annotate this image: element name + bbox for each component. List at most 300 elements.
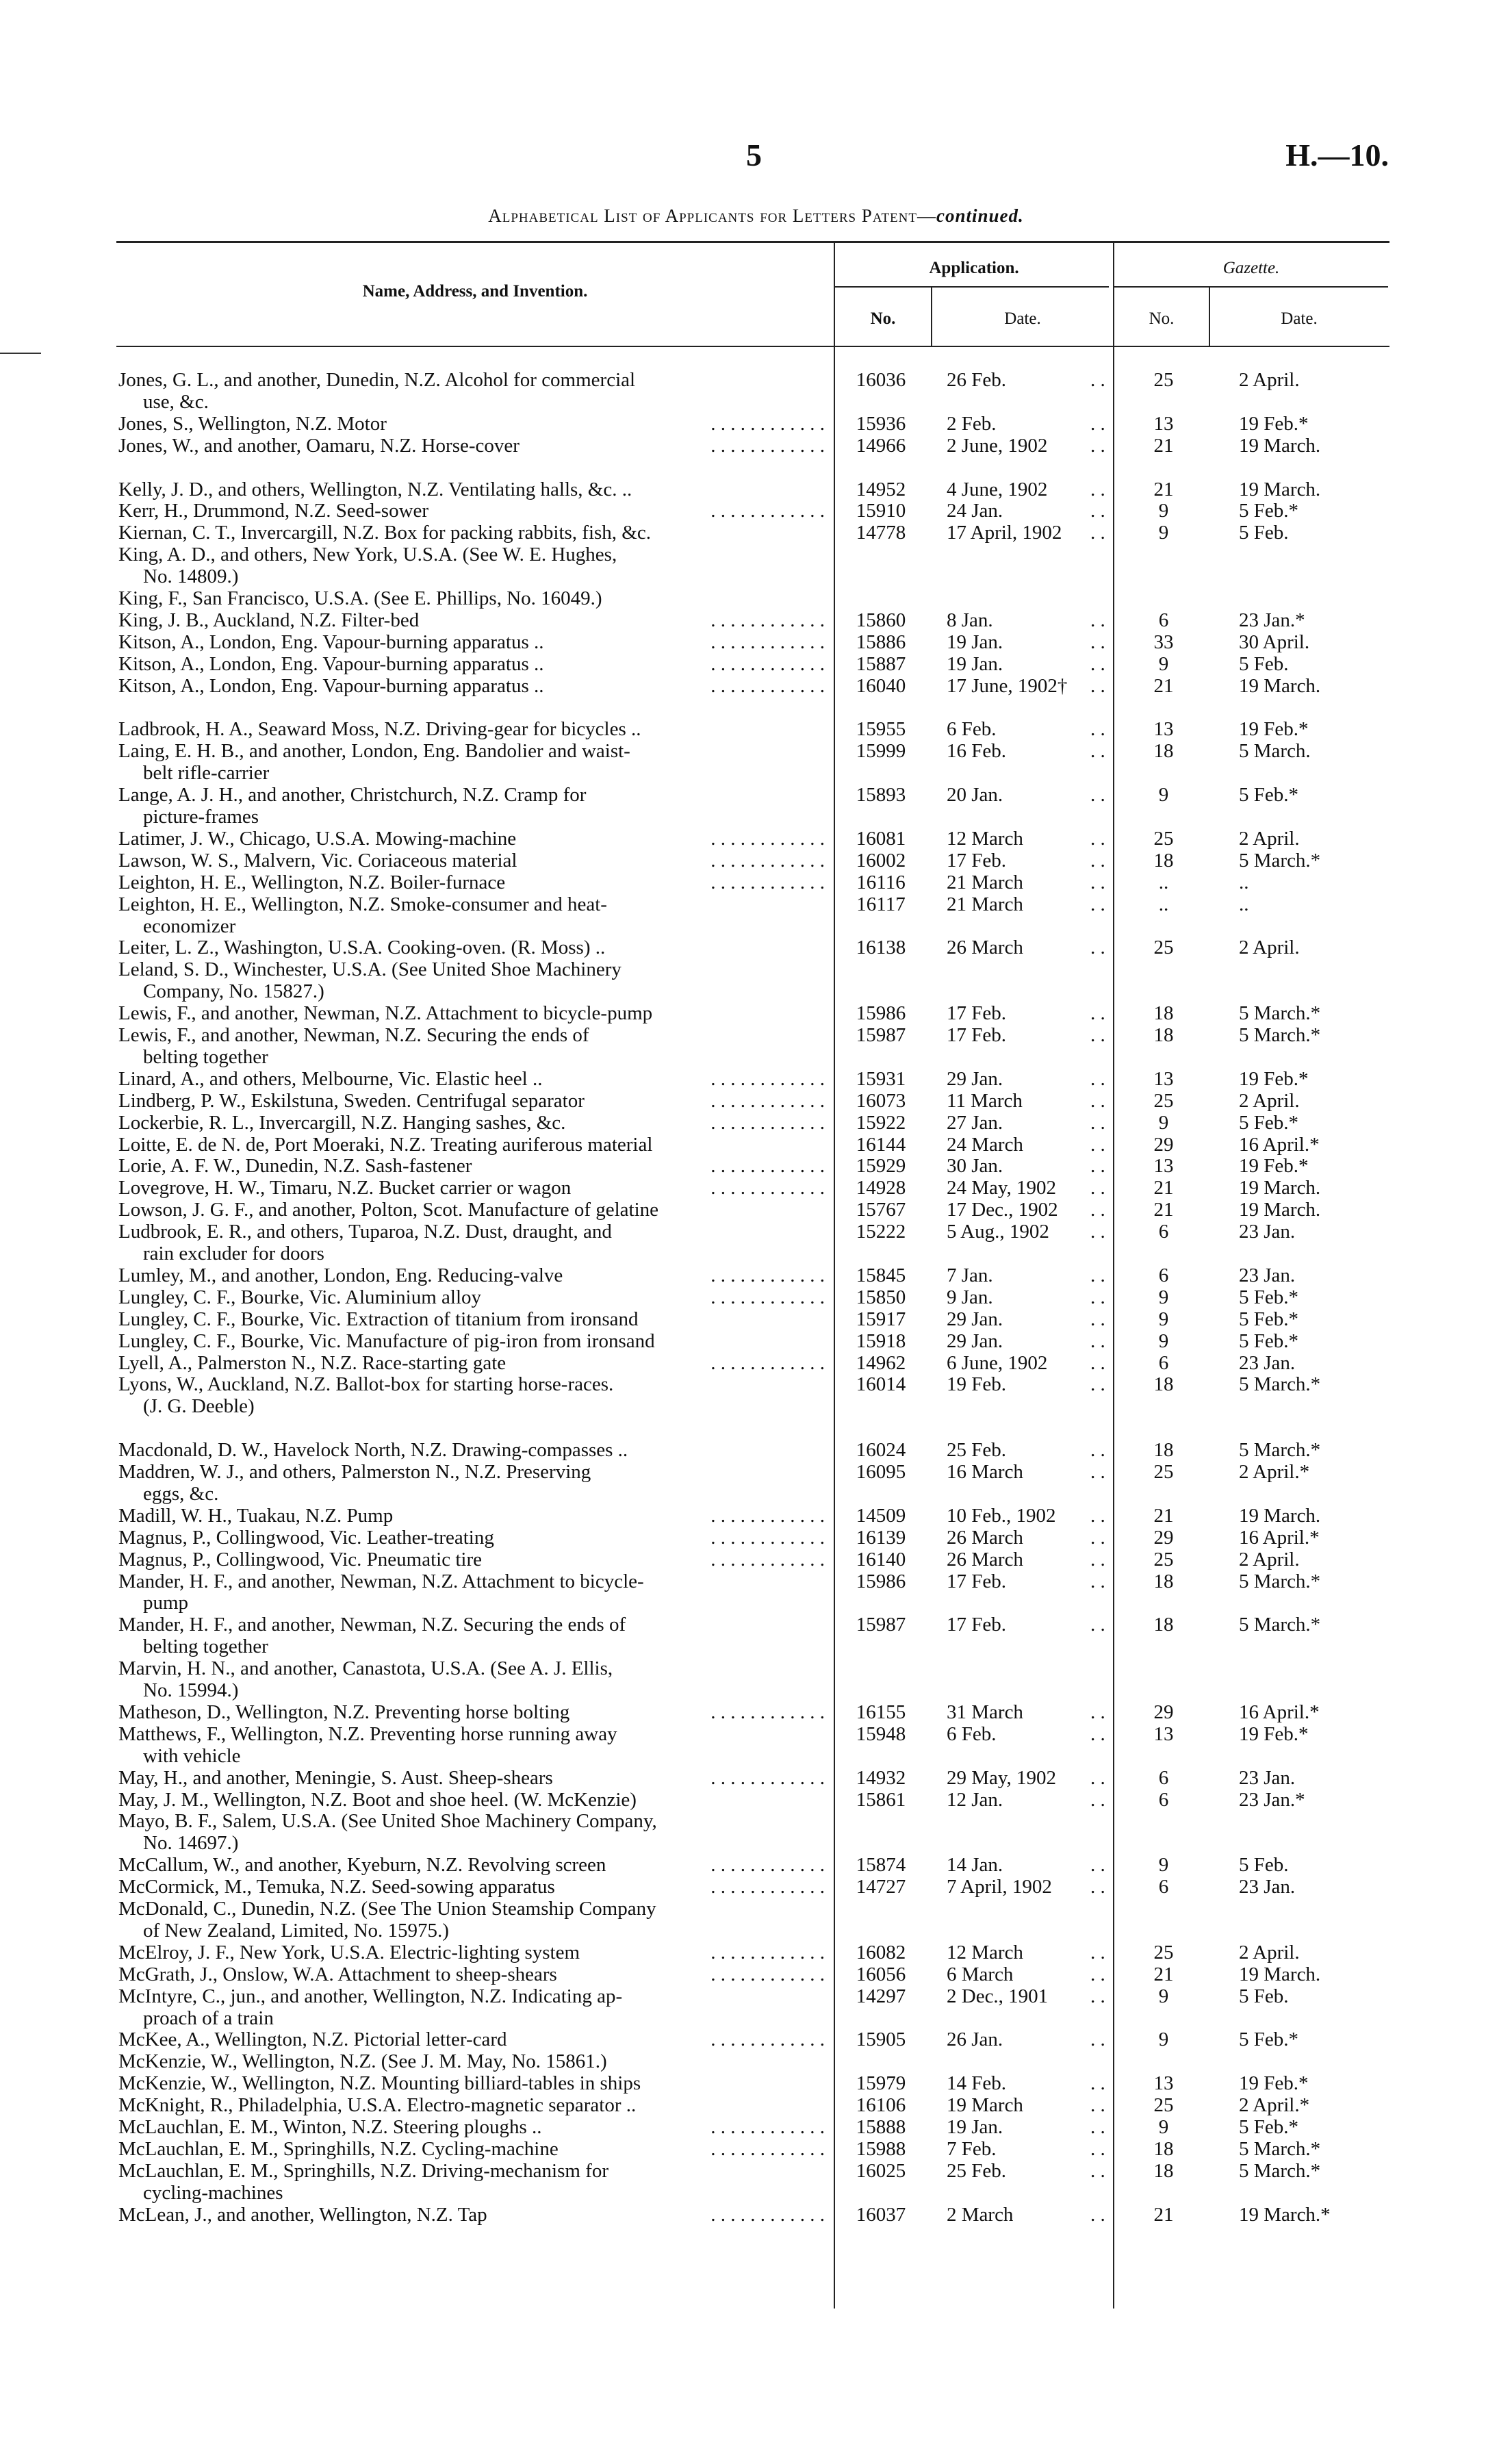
table-row [0, 1549, 1512, 1571]
applicant-invention: cycling-machines [143, 2182, 283, 2204]
application-date: 10 Feb., 1902 . . [947, 1505, 1104, 1527]
application-number: 16117 [856, 893, 906, 915]
table-row [0, 2008, 1512, 2030]
application-date: 2 Feb. . . [947, 414, 1104, 435]
gazette-date: 23 Jan. [1239, 1221, 1296, 1243]
table-row [0, 872, 1512, 894]
application-date: 26 Jan. . . [947, 2029, 1104, 2051]
table-row [0, 500, 1512, 522]
application-number: 14727 [856, 1876, 906, 1898]
application-number: 15222 [856, 1221, 906, 1243]
applicant-invention: McCormick, M., Temuka, N.Z. Seed-sowing apparatus . . [118, 1877, 825, 1898]
applicant-invention: Lewis, F., and another, Newman, N.Z. Securing the ends of [118, 1025, 589, 1046]
table-row [0, 1178, 1512, 1199]
header-app-date: Date. [1004, 309, 1041, 328]
gazette-number: 13 [1153, 1155, 1174, 1178]
table-row [0, 2204, 1512, 2226]
table-row [0, 894, 1512, 916]
table-row [0, 1658, 1512, 1680]
gazette-date: 2 April.* [1239, 2094, 1310, 2117]
application-number: 14928 [856, 1177, 906, 1199]
gazette-number: 18 [1153, 1614, 1174, 1636]
applicant-invention: Maddren, W. J., and others, Palmerston N., N.Z. Preserving [118, 1462, 591, 1483]
table-row [0, 2161, 1512, 2183]
gazette-number: 21 [1153, 1504, 1174, 1527]
applicant-invention: Lindberg, P. W., Eskilstuna, Sweden. Centrifugal separator . . [118, 1091, 825, 1112]
table-row [0, 1112, 1512, 1134]
gazette-date: 19 Feb.* [1239, 1722, 1309, 1745]
gazette-number: 21 [1153, 434, 1174, 457]
gazette-date: 5 March.* [1239, 1439, 1321, 1462]
application-date: 2 Dec., 1901 . . [947, 1986, 1104, 2008]
application-date: 26 March . . [947, 1527, 1104, 1549]
table-row [0, 435, 1512, 457]
gazette-number: 13 [1153, 1722, 1174, 1745]
gazette-date: 23 Jan.* [1239, 609, 1305, 631]
gazette-number: 25 [1153, 937, 1174, 959]
applicant-invention: Jones, W., and another, Oamaru, N.Z. Horse-cover . . [118, 435, 825, 457]
applicant-invention: Mander, H. F., and another, Newman, N.Z. Securing the ends of [118, 1614, 626, 1636]
applicant-invention: Lawson, W. S., Malvern, Vic. Coriaceous material . . [118, 850, 825, 872]
applicant-invention: picture-frames [143, 806, 259, 828]
application-number: 14966 [856, 434, 906, 457]
gazette-date: 2 April. [1239, 1941, 1300, 1963]
table-row [0, 1592, 1512, 1614]
applicant-invention: McIntyre, C., jun., and another, Wellington, N.Z. Indicating ap- [118, 1985, 623, 2007]
table-row [0, 2183, 1512, 2204]
applicant-invention: Magnus, P., Collingwood, Vic. Pneumatic tire . . [118, 1549, 825, 1571]
application-number: 15948 [856, 1722, 906, 1745]
application-number: 14509 [856, 1504, 906, 1527]
applicant-invention: Matheson, D., Wellington, N.Z. Preventing horse bolting . . [118, 1702, 825, 1724]
table-row [0, 937, 1512, 959]
application-number: 16116 [856, 871, 906, 893]
table-row [0, 2073, 1512, 2095]
application-date: 24 Jan. . . [947, 500, 1104, 522]
table-row [0, 785, 1512, 806]
application-number: 16056 [856, 1963, 906, 1985]
gazette-date: 19 Feb.* [1239, 1155, 1309, 1178]
application-date: 17 Feb. . . [947, 1025, 1104, 1047]
table-row [0, 806, 1512, 828]
gazette-date: 23 Jan. [1239, 1351, 1296, 1374]
application-date: 24 March . . [947, 1134, 1104, 1156]
applicant-invention: Lewis, F., and another, Newman, N.Z. Attachment to bicycle-pump [118, 1003, 653, 1025]
applicant-invention: eggs, &c. [143, 1483, 219, 1505]
table-row [0, 1440, 1512, 1462]
applicant-invention: Mander, H. F., and another, Newman, N.Z. Attachment to bicycle- [118, 1570, 644, 1592]
table-row [0, 1396, 1512, 1418]
gazette-number: 29 [1153, 1701, 1174, 1723]
applicant-invention: McLauchlan, E. M., Springhills, N.Z. Cycling-machine . . [118, 2139, 825, 2161]
application-date: 29 May, 1902 . . [947, 1768, 1104, 1790]
application-number: 15910 [856, 500, 906, 522]
gazette-number: 25 [1153, 1461, 1174, 1483]
table-row [0, 1287, 1512, 1309]
gazette-number: 6 [1158, 1876, 1169, 1898]
applicant-invention: Lovegrove, H. W., Timaru, N.Z. Bucket carrier or wagon . . [118, 1178, 825, 1199]
applicant-invention: Lyons, W., Auckland, N.Z. Ballot-box for starting horse-races. [118, 1374, 614, 1396]
application-date: 19 Jan. . . [947, 2117, 1104, 2139]
application-number: 15861 [856, 1788, 906, 1811]
gazette-number: 9 [1158, 1111, 1169, 1134]
gazette-number: 33 [1153, 631, 1174, 653]
table-row [0, 1484, 1512, 1505]
gazette-number: 13 [1153, 412, 1174, 435]
application-number: 15931 [856, 1067, 906, 1090]
gazette-date: 23 Jan.* [1239, 1788, 1305, 1811]
gazette-date: 19 Feb.* [1239, 2072, 1309, 2095]
application-number: 15917 [856, 1308, 906, 1330]
application-number: 15979 [856, 2072, 906, 2095]
table-row [0, 1527, 1512, 1549]
table-row [0, 544, 1512, 566]
gazette-date: 16 April.* [1239, 1133, 1320, 1156]
gazette-number: 9 [1158, 522, 1169, 544]
table-row [0, 676, 1512, 698]
header-application: Application. [929, 259, 1019, 277]
application-number: 15988 [856, 2137, 906, 2160]
applicant-invention: belt rifle-carrier [143, 763, 270, 785]
application-date: 26 March . . [947, 1549, 1104, 1571]
applicant-invention: pump [143, 1592, 189, 1614]
application-number: 15999 [856, 740, 906, 763]
gazette-number: 18 [1153, 1373, 1174, 1396]
applicant-invention: McDonald, C., Dunedin, N.Z. (See The Union Steamship Company [118, 1898, 656, 1920]
applicant-invention: No. 14809.) [143, 566, 239, 588]
application-number: 16082 [856, 1941, 906, 1963]
gazette-date: 5 Feb.* [1239, 1308, 1298, 1330]
applicant-invention: McKenzie, W., Wellington, N.Z. Mounting billiard-tables in ships [118, 2073, 641, 2095]
table-row [0, 1243, 1512, 1265]
gazette-date: 23 Jan. [1239, 1264, 1296, 1286]
application-number: 16024 [856, 1439, 906, 1462]
applicant-invention: proach of a train [143, 2007, 274, 2029]
application-date: 29 Jan. . . [947, 1069, 1104, 1091]
gazette-date: 19 March. [1239, 434, 1321, 457]
gazette-number: 18 [1153, 1002, 1174, 1025]
applicant-invention: rain excluder for doors [143, 1243, 324, 1264]
applicant-invention: No. 15994.) [143, 1680, 239, 1701]
table-row [0, 1790, 1512, 1811]
table-row [0, 1724, 1512, 1746]
application-number: 15986 [856, 1570, 906, 1592]
application-number: 15986 [856, 1002, 906, 1025]
table-row [0, 959, 1512, 981]
application-date: 20 Jan. . . [947, 785, 1104, 806]
gazette-number: 18 [1153, 1439, 1174, 1462]
table-row [0, 1811, 1512, 1833]
gazette-date: .. [1239, 893, 1249, 915]
application-date: 7 Feb. . . [947, 2139, 1104, 2161]
gazette-date: 2 April. [1239, 827, 1300, 850]
table-row [0, 1964, 1512, 1986]
application-date: 12 March . . [947, 828, 1104, 850]
gazette-number: 9 [1158, 1330, 1169, 1352]
applicant-invention: McCallum, W., and another, Kyeburn, N.Z. Revolving screen . . [118, 1855, 825, 1877]
gazette-date: 19 Feb.* [1239, 718, 1309, 741]
applicant-invention: Linard, A., and others, Melbourne, Vic. Elastic heel .. . . [118, 1069, 825, 1091]
header-bottom-rule [116, 346, 1389, 347]
table-row [0, 2139, 1512, 2161]
table-row [0, 566, 1512, 588]
application-number: 15987 [856, 1614, 906, 1636]
applicant-invention: Kiernan, C. T., Invercargill, N.Z. Box for packing rabbits, fish, &c. [118, 522, 651, 544]
application-number: 15886 [856, 631, 906, 653]
application-date: 4 June, 1902 . . [947, 479, 1104, 501]
gazette-number: .. [1158, 893, 1169, 915]
table-row [0, 1309, 1512, 1331]
applicant-invention: Lumley, M., and another, London, Eng. Reducing-valve . . [118, 1265, 825, 1287]
application-number: 16081 [856, 827, 906, 850]
application-date: 9 Jan. . . [947, 1287, 1104, 1309]
application-date: 7 Jan. . . [947, 1265, 1104, 1287]
applicant-invention: use, &c. [143, 391, 209, 413]
applicant-invention: McGrath, J., Onslow, W.A. Attachment to sheep-shears . . [118, 1964, 825, 1986]
header-app-no: No. [870, 309, 896, 328]
table-row [0, 1221, 1512, 1243]
applicant-invention: belting together [143, 1636, 268, 1658]
applicant-invention: economizer [143, 915, 236, 937]
gazette-number: 29 [1153, 1526, 1174, 1549]
header-gazette: Gazette. [1222, 259, 1280, 277]
applicant-invention: Matthews, F., Wellington, N.Z. Preventing horse running away [118, 1723, 617, 1745]
gazette-date: 19 March. [1239, 1504, 1321, 1527]
table-row [0, 1614, 1512, 1636]
applicant-invention: Kerr, H., Drummond, N.Z. Seed-sower . . [118, 500, 825, 522]
table-row [0, 1047, 1512, 1069]
gazette-date: 19 March.* [1239, 2203, 1331, 2226]
applicant-invention: Leland, S. D., Winchester, U.S.A. (See United Shoe Machinery [118, 959, 622, 981]
applicant-invention: Loitte, E. de N. de, Port Moeraki, N.Z. Treating auriferous material [118, 1134, 653, 1156]
gazette-date: 5 Feb.* [1239, 2028, 1298, 2051]
gazette-number: 13 [1153, 2072, 1174, 2095]
gazette-number: 29 [1153, 1133, 1174, 1156]
applicant-invention: Magnus, P., Collingwood, Vic. Leather-treating . . [118, 1527, 825, 1549]
gazette-date: 23 Jan. [1239, 1876, 1296, 1898]
application-date: 16 Feb. . . [947, 741, 1104, 763]
applicant-invention: Ludbrook, E. R., and others, Tuparoa, N.Z. Dust, draught, and [118, 1221, 612, 1243]
table-row [0, 632, 1512, 654]
gazette-number: 25 [1153, 1548, 1174, 1570]
applicant-invention: Kitson, A., London, Eng. Vapour-burning apparatus .. . . [118, 676, 825, 698]
table-row [0, 2095, 1512, 2117]
gazette-date: 5 Feb. [1239, 652, 1289, 675]
table-row [0, 1833, 1512, 1855]
applicant-invention: May, H., and another, Meningie, S. Aust. Sheep-shears . . [118, 1768, 825, 1790]
applicant-invention: Madill, W. H., Tuakau, N.Z. Pump . . [118, 1505, 825, 1527]
gazette-number: 9 [1158, 1985, 1169, 2007]
table-row [0, 1199, 1512, 1221]
application-date: 17 Feb. . . [947, 1003, 1104, 1025]
applicant-invention: Kitson, A., London, Eng. Vapour-burning apparatus .. . . [118, 632, 825, 654]
gazette-number: 25 [1153, 1941, 1174, 1963]
application-date: 6 Feb. . . [947, 719, 1104, 741]
application-subrule [835, 286, 1109, 288]
gazette-number: 9 [1158, 652, 1169, 675]
gazette-date: 19 March. [1239, 1199, 1321, 1221]
application-date: 19 Jan. . . [947, 654, 1104, 676]
table-row [0, 610, 1512, 632]
applicant-invention: Leiter, L. Z., Washington, U.S.A. Cooking-oven. (R. Moss) .. [118, 937, 606, 959]
gazette-date: 5 March.* [1239, 2159, 1321, 2182]
applicant-invention: Lungley, C. F., Bourke, Vic. Manufacture of pig-iron from ironsand [118, 1330, 655, 1352]
gazette-date: 2 April. [1239, 937, 1300, 959]
application-date: 25 Feb. . . [947, 1440, 1104, 1462]
application-number: 14932 [856, 1766, 906, 1789]
application-date: 26 March . . [947, 937, 1104, 959]
gazette-date: 19 March. [1239, 674, 1321, 697]
applicant-invention: King, F., San Francisco, U.S.A. (See E. Phillips, No. 16049.) [118, 588, 602, 609]
header-top-rule [116, 241, 1389, 243]
application-number: 15929 [856, 1155, 906, 1178]
application-date: 11 March . . [947, 1091, 1104, 1112]
gazette-number: .. [1158, 871, 1169, 893]
applicant-invention: Leighton, H. E., Wellington, N.Z. Smoke-consumer and heat- [118, 893, 607, 915]
application-date: 6 Feb. . . [947, 1724, 1104, 1746]
gazette-number: 18 [1153, 2159, 1174, 2182]
application-date: 19 Jan. . . [947, 632, 1104, 654]
applicant-invention: with vehicle [143, 1745, 241, 1767]
gazette-number: 9 [1158, 2116, 1169, 2138]
gazette-number: 25 [1153, 827, 1174, 850]
applicant-invention: (J. G. Deeble) [143, 1396, 255, 1418]
application-date: 12 Jan. . . [947, 1790, 1104, 1811]
applicant-invention: McKenzie, W., Wellington, N.Z. (See J. M. May, No. 15861.) [118, 2051, 607, 2073]
application-number: 15860 [856, 609, 906, 631]
application-date: 31 March . . [947, 1702, 1104, 1724]
gazette-number: 25 [1153, 1089, 1174, 1112]
table-row [0, 370, 1512, 392]
application-number: 15922 [856, 1111, 906, 1134]
application-number: 16002 [856, 849, 906, 872]
table-row [0, 1746, 1512, 1768]
gazette-date: 5 Feb. [1239, 522, 1289, 544]
application-number: 14952 [856, 478, 906, 500]
applicant-invention: McKnight, R., Philadelphia, U.S.A. Electro-magnetic separator .. [118, 2095, 637, 2117]
table-row [0, 1374, 1512, 1396]
table-row [0, 1134, 1512, 1156]
gazette-date: 5 Feb.* [1239, 500, 1298, 522]
applicant-invention: Mayo, B. F., Salem, U.S.A. (See United Shoe Machinery Company, [118, 1811, 657, 1833]
gazette-date: 19 Feb.* [1239, 412, 1309, 435]
gazette-date: 5 Feb. [1239, 1854, 1289, 1877]
table-row [0, 2051, 1512, 2073]
gazette-number: 18 [1153, 740, 1174, 763]
application-number: 16025 [856, 2159, 906, 2182]
gazette-number: 6 [1158, 1788, 1169, 1811]
application-date: 27 Jan. . . [947, 1112, 1104, 1134]
gazette-number: 13 [1153, 718, 1174, 741]
header-gazette-date: Date. [1281, 309, 1318, 328]
application-number: 16073 [856, 1089, 906, 1112]
applicant-invention: No. 14697.) [143, 1833, 239, 1855]
applicant-invention: Jones, S., Wellington, N.Z. Motor . . [118, 414, 825, 435]
application-date: 25 Feb. . . [947, 2161, 1104, 2183]
applicant-invention: Leighton, H. E., Wellington, N.Z. Boiler-furnace . . [118, 872, 825, 894]
applicant-invention: Lange, A. J. H., and another, Christchurch, N.Z. Cramp for [118, 785, 587, 806]
application-number: 15845 [856, 1264, 906, 1286]
applicant-invention: of New Zealand, Limited, No. 15975.) [143, 1920, 449, 1942]
gazette-date: 5 Feb.* [1239, 784, 1298, 806]
applicant-invention: Ladbrook, H. A., Seaward Moss, N.Z. Driving-gear for bicycles .. [118, 719, 641, 741]
application-date: 17 Dec., 1902 . . [947, 1199, 1104, 1221]
table-row [0, 1768, 1512, 1790]
application-date: 21 March . . [947, 872, 1104, 894]
application-date: 6 June, 1902 . . [947, 1353, 1104, 1375]
gazette-number: 9 [1158, 1854, 1169, 1877]
application-date: 30 Jan. . . [947, 1156, 1104, 1178]
table-row [0, 1855, 1512, 1877]
gazette-date: 5 March.* [1239, 1373, 1321, 1396]
application-number: 16040 [856, 674, 906, 697]
table-row [0, 1680, 1512, 1702]
table-row [0, 1636, 1512, 1658]
application-number: 16014 [856, 1373, 906, 1396]
gazette-number: 25 [1153, 2094, 1174, 2117]
gazette-number: 21 [1153, 478, 1174, 500]
gazette-number: 9 [1158, 500, 1169, 522]
gazette-number: 18 [1153, 1024, 1174, 1046]
application-number: 15888 [856, 2116, 906, 2138]
gazette-number: 21 [1153, 1199, 1174, 1221]
gazette-date: 5 Feb.* [1239, 2116, 1298, 2138]
application-number: 14297 [856, 1985, 906, 2007]
table-row [0, 1265, 1512, 1287]
table-row [0, 763, 1512, 785]
table-row [0, 1898, 1512, 1920]
table-row [0, 1986, 1512, 2008]
document-code: H.—10. [1285, 138, 1389, 173]
gazette-date: 16 April.* [1239, 1701, 1320, 1723]
table-row [0, 479, 1512, 501]
application-number: 15905 [856, 2028, 906, 2051]
gazette-number: 9 [1158, 2028, 1169, 2051]
application-number: 15767 [856, 1199, 906, 1221]
applicant-invention: Macdonald, D. W., Havelock North, N.Z. Drawing-compasses .. [118, 1440, 628, 1462]
applicant-invention: Lungley, C. F., Bourke, Vic. Aluminium alloy . . [118, 1287, 825, 1309]
header-name: Name, Address, and Invention. [362, 282, 588, 301]
application-number: 16036 [856, 369, 906, 391]
applicant-invention: Lorie, A. F. W., Dunedin, N.Z. Sash-fastener . . [118, 1156, 825, 1178]
applicant-invention: King, J. B., Auckland, N.Z. Filter-bed . . [118, 610, 825, 632]
table-row [0, 392, 1512, 414]
table-row [0, 654, 1512, 676]
caption-text: Alphabetical List of Applicants for Letters Patent— [488, 205, 936, 226]
table-row [0, 588, 1512, 610]
application-date: 17 April, 1902 . . [947, 522, 1104, 544]
gazette-number: 6 [1158, 1264, 1169, 1286]
gazette-date: 5 March.* [1239, 849, 1321, 872]
applicant-invention: McLean, J., and another, Wellington, N.Z. Tap . . [118, 2204, 825, 2226]
gazette-date: 2 April. [1239, 369, 1300, 391]
gazette-date: 16 April.* [1239, 1526, 1320, 1549]
gazette-date: 5 March. [1239, 740, 1311, 763]
table-row [0, 1702, 1512, 1724]
gazette-number: 6 [1158, 1351, 1169, 1374]
application-date: 5 Aug., 1902 . . [947, 1221, 1104, 1243]
gazette-date: 5 Feb.* [1239, 1330, 1298, 1352]
gazette-number: 6 [1158, 1766, 1169, 1789]
table-row [0, 1353, 1512, 1375]
patent-table-body [0, 370, 1512, 2328]
application-number: 15918 [856, 1330, 906, 1352]
gazette-number: 9 [1158, 1308, 1169, 1330]
gazette-date: 30 April. [1239, 631, 1310, 653]
applicant-invention: Kitson, A., London, Eng. Vapour-burning apparatus .. . . [118, 654, 825, 676]
gazette-date: 5 March.* [1239, 1614, 1321, 1636]
applicant-invention: McElroy, J. F., New York, U.S.A. Electric-lighting system . . [118, 1942, 825, 1964]
